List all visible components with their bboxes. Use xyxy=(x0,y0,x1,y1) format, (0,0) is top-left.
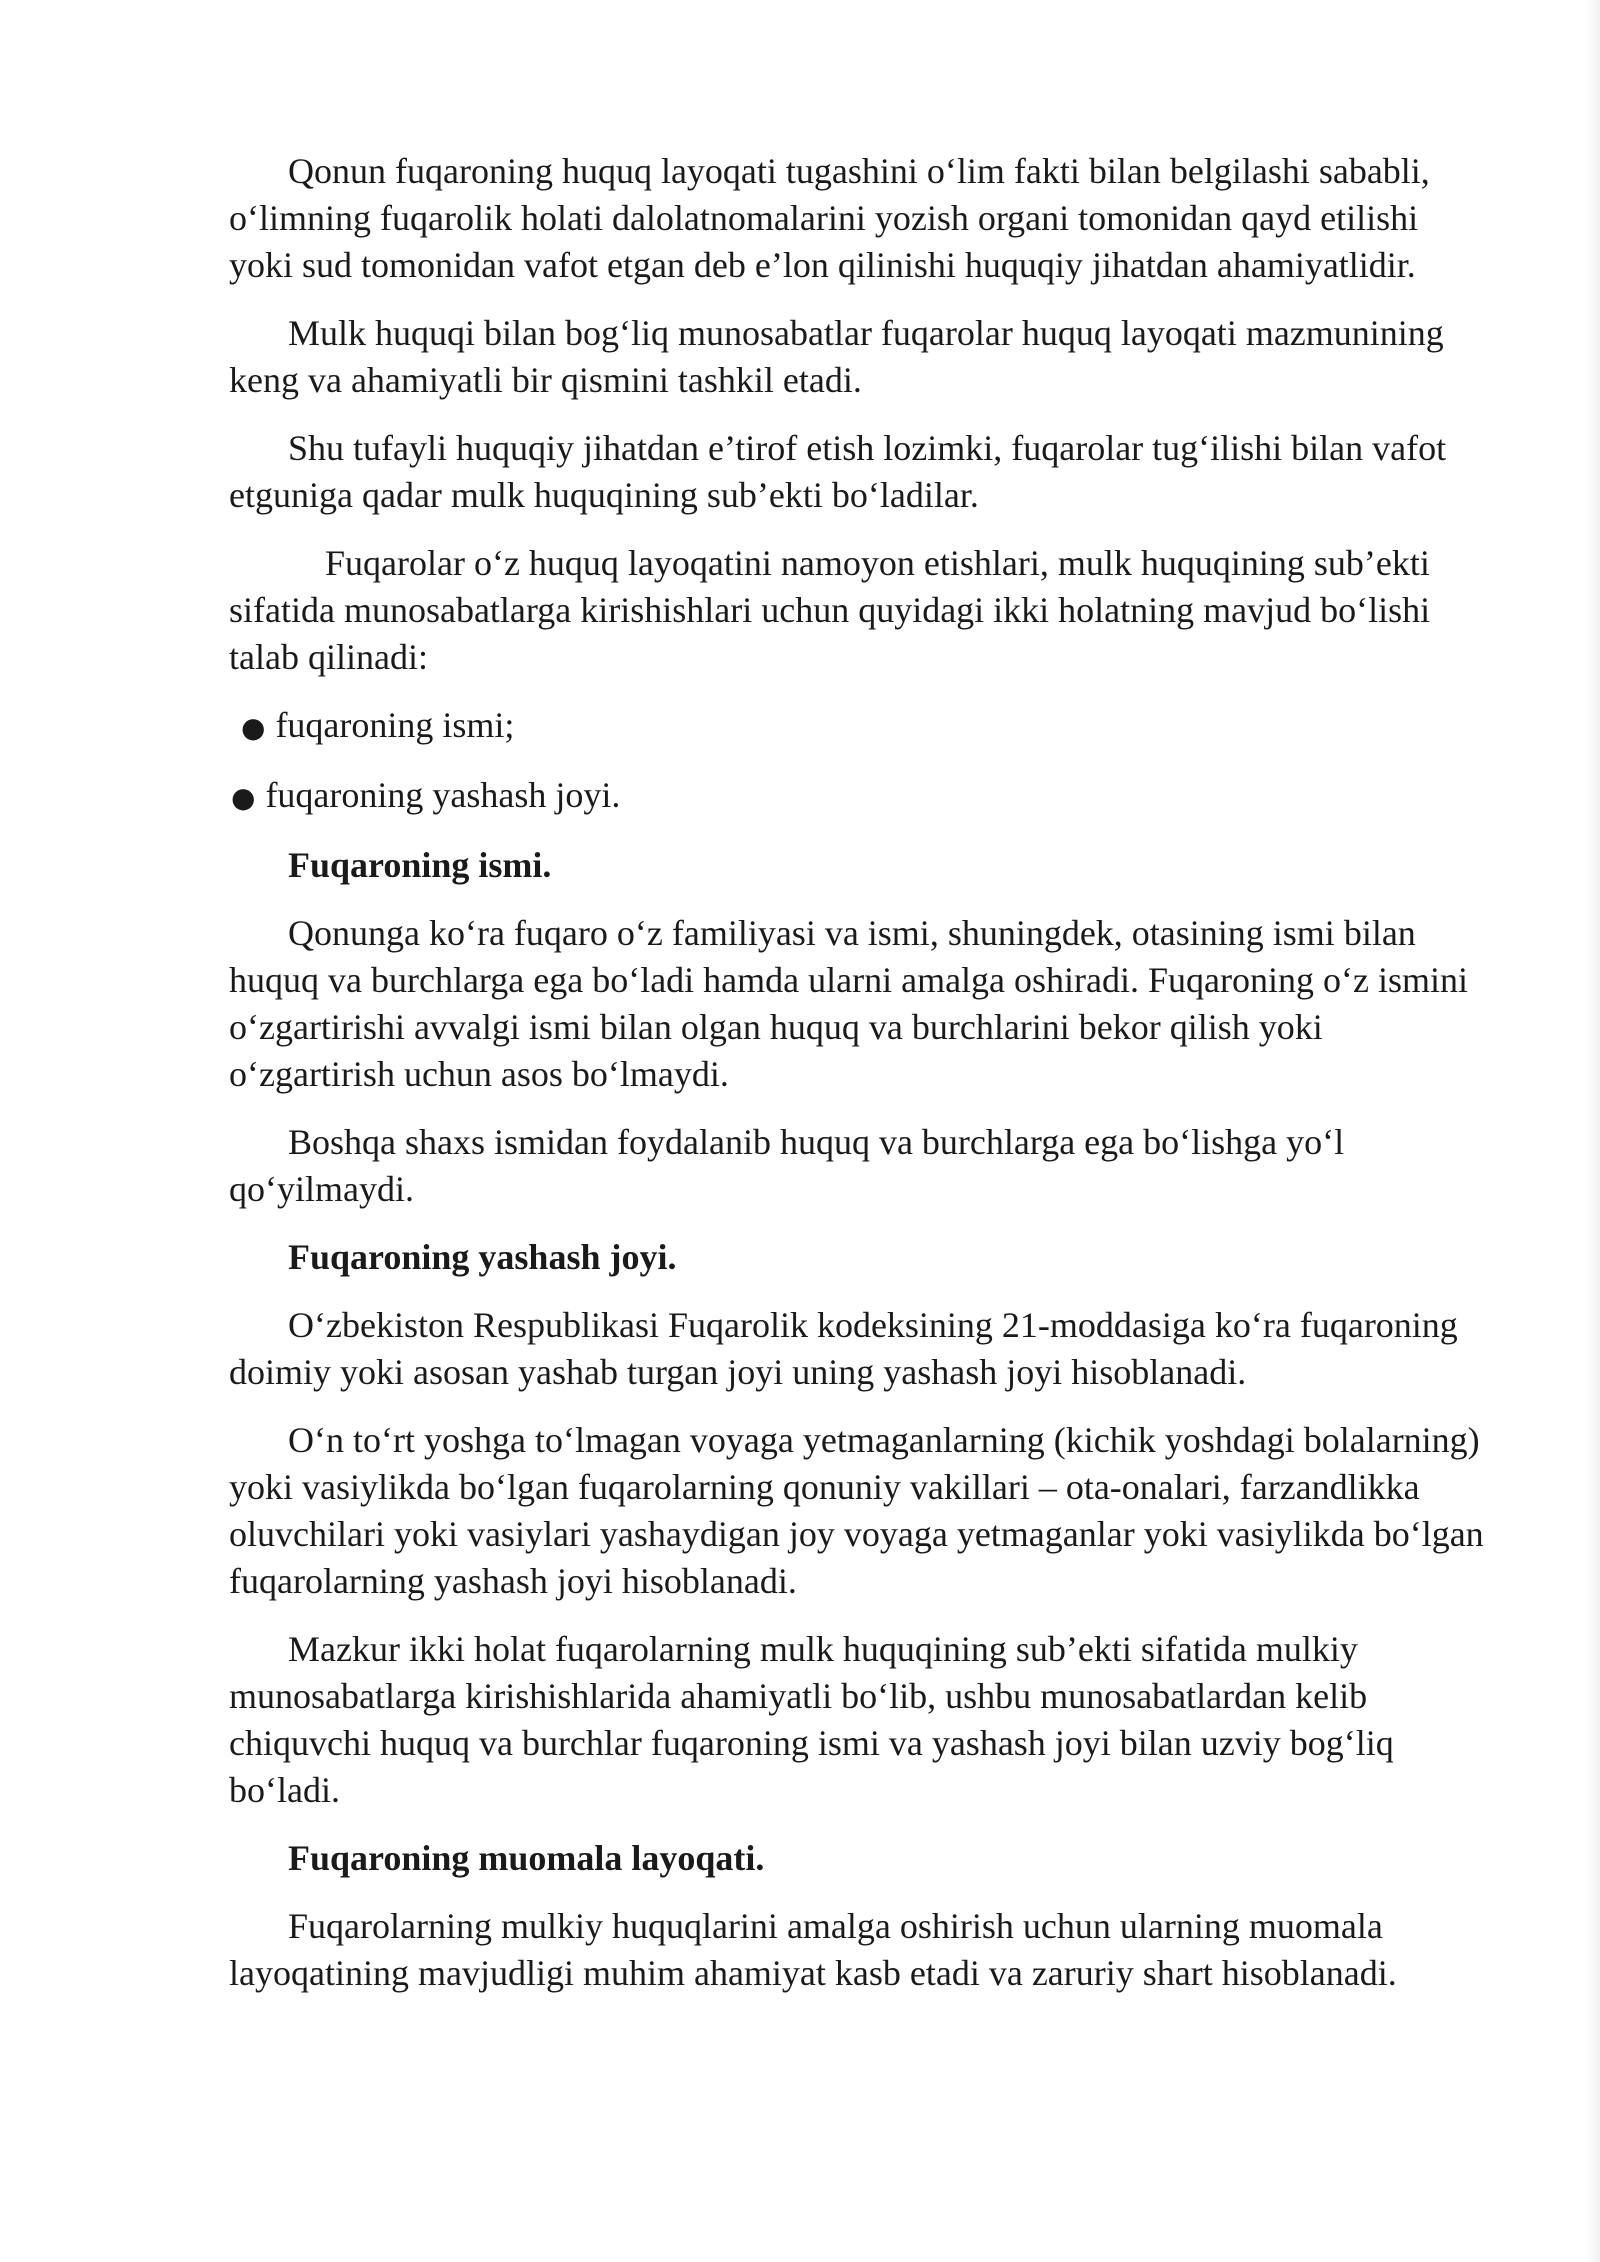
paragraph-other-name: Boshqa shaxs ismidan foydalanib huquq va burchlarga ega bo‘lishga yo‘l qo‘yilmaydi. xyxy=(229,1122,1345,1209)
bullet-icon: ● xyxy=(241,711,266,744)
heading-citizen-name: Fuqaroning ismi. xyxy=(288,845,552,885)
paragraph-property-relations: Mulk huquqi bilan bog‘liq munosabatlar fuqarolar huquq layoqati mazmunining keng va ahamiyatli bir qismini tashkil etadi. xyxy=(229,313,1444,400)
document-page xyxy=(229,148,1489,2018)
bullet-item-label: fuqaroning yashash joyi. xyxy=(265,775,621,815)
bullet-item-name xyxy=(229,702,1489,751)
paragraph-name-rights: Qonunga ko‘ra fuqaro o‘z familiyasi va ismi, shuningdek, otasining ismi bilan huquq va burchlarga ega bo‘ladi hamda ularni amalga oshiradi. Fuqaroning o‘z ismini o‘zgartirishi avvalgi ismi bilan olgan huquq va burchlarini bekor qilish yoki o‘zgartirish uchun asos bo‘lmaydi. xyxy=(229,913,1468,1094)
paragraph-civil-code: O‘zbekiston Respublikasi Fuqarolik kodeksining 21-moddasiga ko‘ra fuqaroning doimiy yoki asosan yashab turgan joyi uning yashash joyi hisoblanadi. xyxy=(229,1305,1458,1392)
paragraph-recognition: Shu tufayli huquqiy jihatdan e’tirof etish lozimki, fuqarolar tug‘ilishi bilan vafot etguniga qadar mulk huquqining sub’ekti bo‘ladilar. xyxy=(229,428,1447,515)
page-edge-shadow xyxy=(1586,0,1600,2262)
paragraph-two-conditions: Fuqarolar o‘z huquq layoqatini namoyon etishlari, mulk huquqining sub’ekti sifatida munosabatlarga kirishishlari uchun quyidagi ikki holatning mavjud bo‘lishi talab qilinadi: xyxy=(229,543,1431,677)
heading-residence: Fuqaroning yashash joyi. xyxy=(288,1237,677,1277)
paragraph-legal-capacity-end: Qonun fuqaroning huquq layoqati tugashini o‘lim fakti bilan belgilashi sababli, o‘limning fuqarolik holati dalolatnomalarini yozish organi tomonidan qayd etilishi yoki sud tomonidan vafot etgan deb e’lon qilinishi huquqiy jihatdan ahamiyatlidir. xyxy=(229,151,1430,285)
bullet-item-residence xyxy=(229,772,1489,821)
bullet-item-label: fuqaroning ismi; xyxy=(275,705,515,745)
heading-active-capacity: Fuqaroning muomala layoqati. xyxy=(288,1838,765,1878)
paragraph-two-conditions-summary: Mazkur ikki holat fuqarolarning mulk huquqining sub’ekti sifatida mulkiy munosabatlarga kirishishlarida ahamiyatli bo‘lib, ushbu munosabatlardan kelib chiquvchi huquq va burchlar fuqaroning ismi va yashash joyi bilan uzviy bog‘liq bo‘ladi. xyxy=(229,1629,1394,1810)
paragraph-active-capacity: Fuqarolarning mulkiy huquqlarini amalga oshirish uchun ularning muomala layoqatining mavjudligi muhim ahamiyat kasb etadi va zaruriy shart hisoblanadi. xyxy=(229,1906,1397,1993)
paragraph-minors-residence: O‘n to‘rt yoshga to‘lmagan voyaga yetmaganlarning (kichik yoshdagi bolalarning) yoki vasiylikda bo‘lgan fuqarolarning qonuniy vakillari – ota-onalari, farzandlikka oluvchilari yoki vasiylari yashaydigan joy voyaga yetmaganlar yoki vasiylikda bo‘lgan fuqarolarning yashash joyi hisoblanadi. xyxy=(229,1420,1484,1601)
bullet-icon: ● xyxy=(231,781,256,814)
